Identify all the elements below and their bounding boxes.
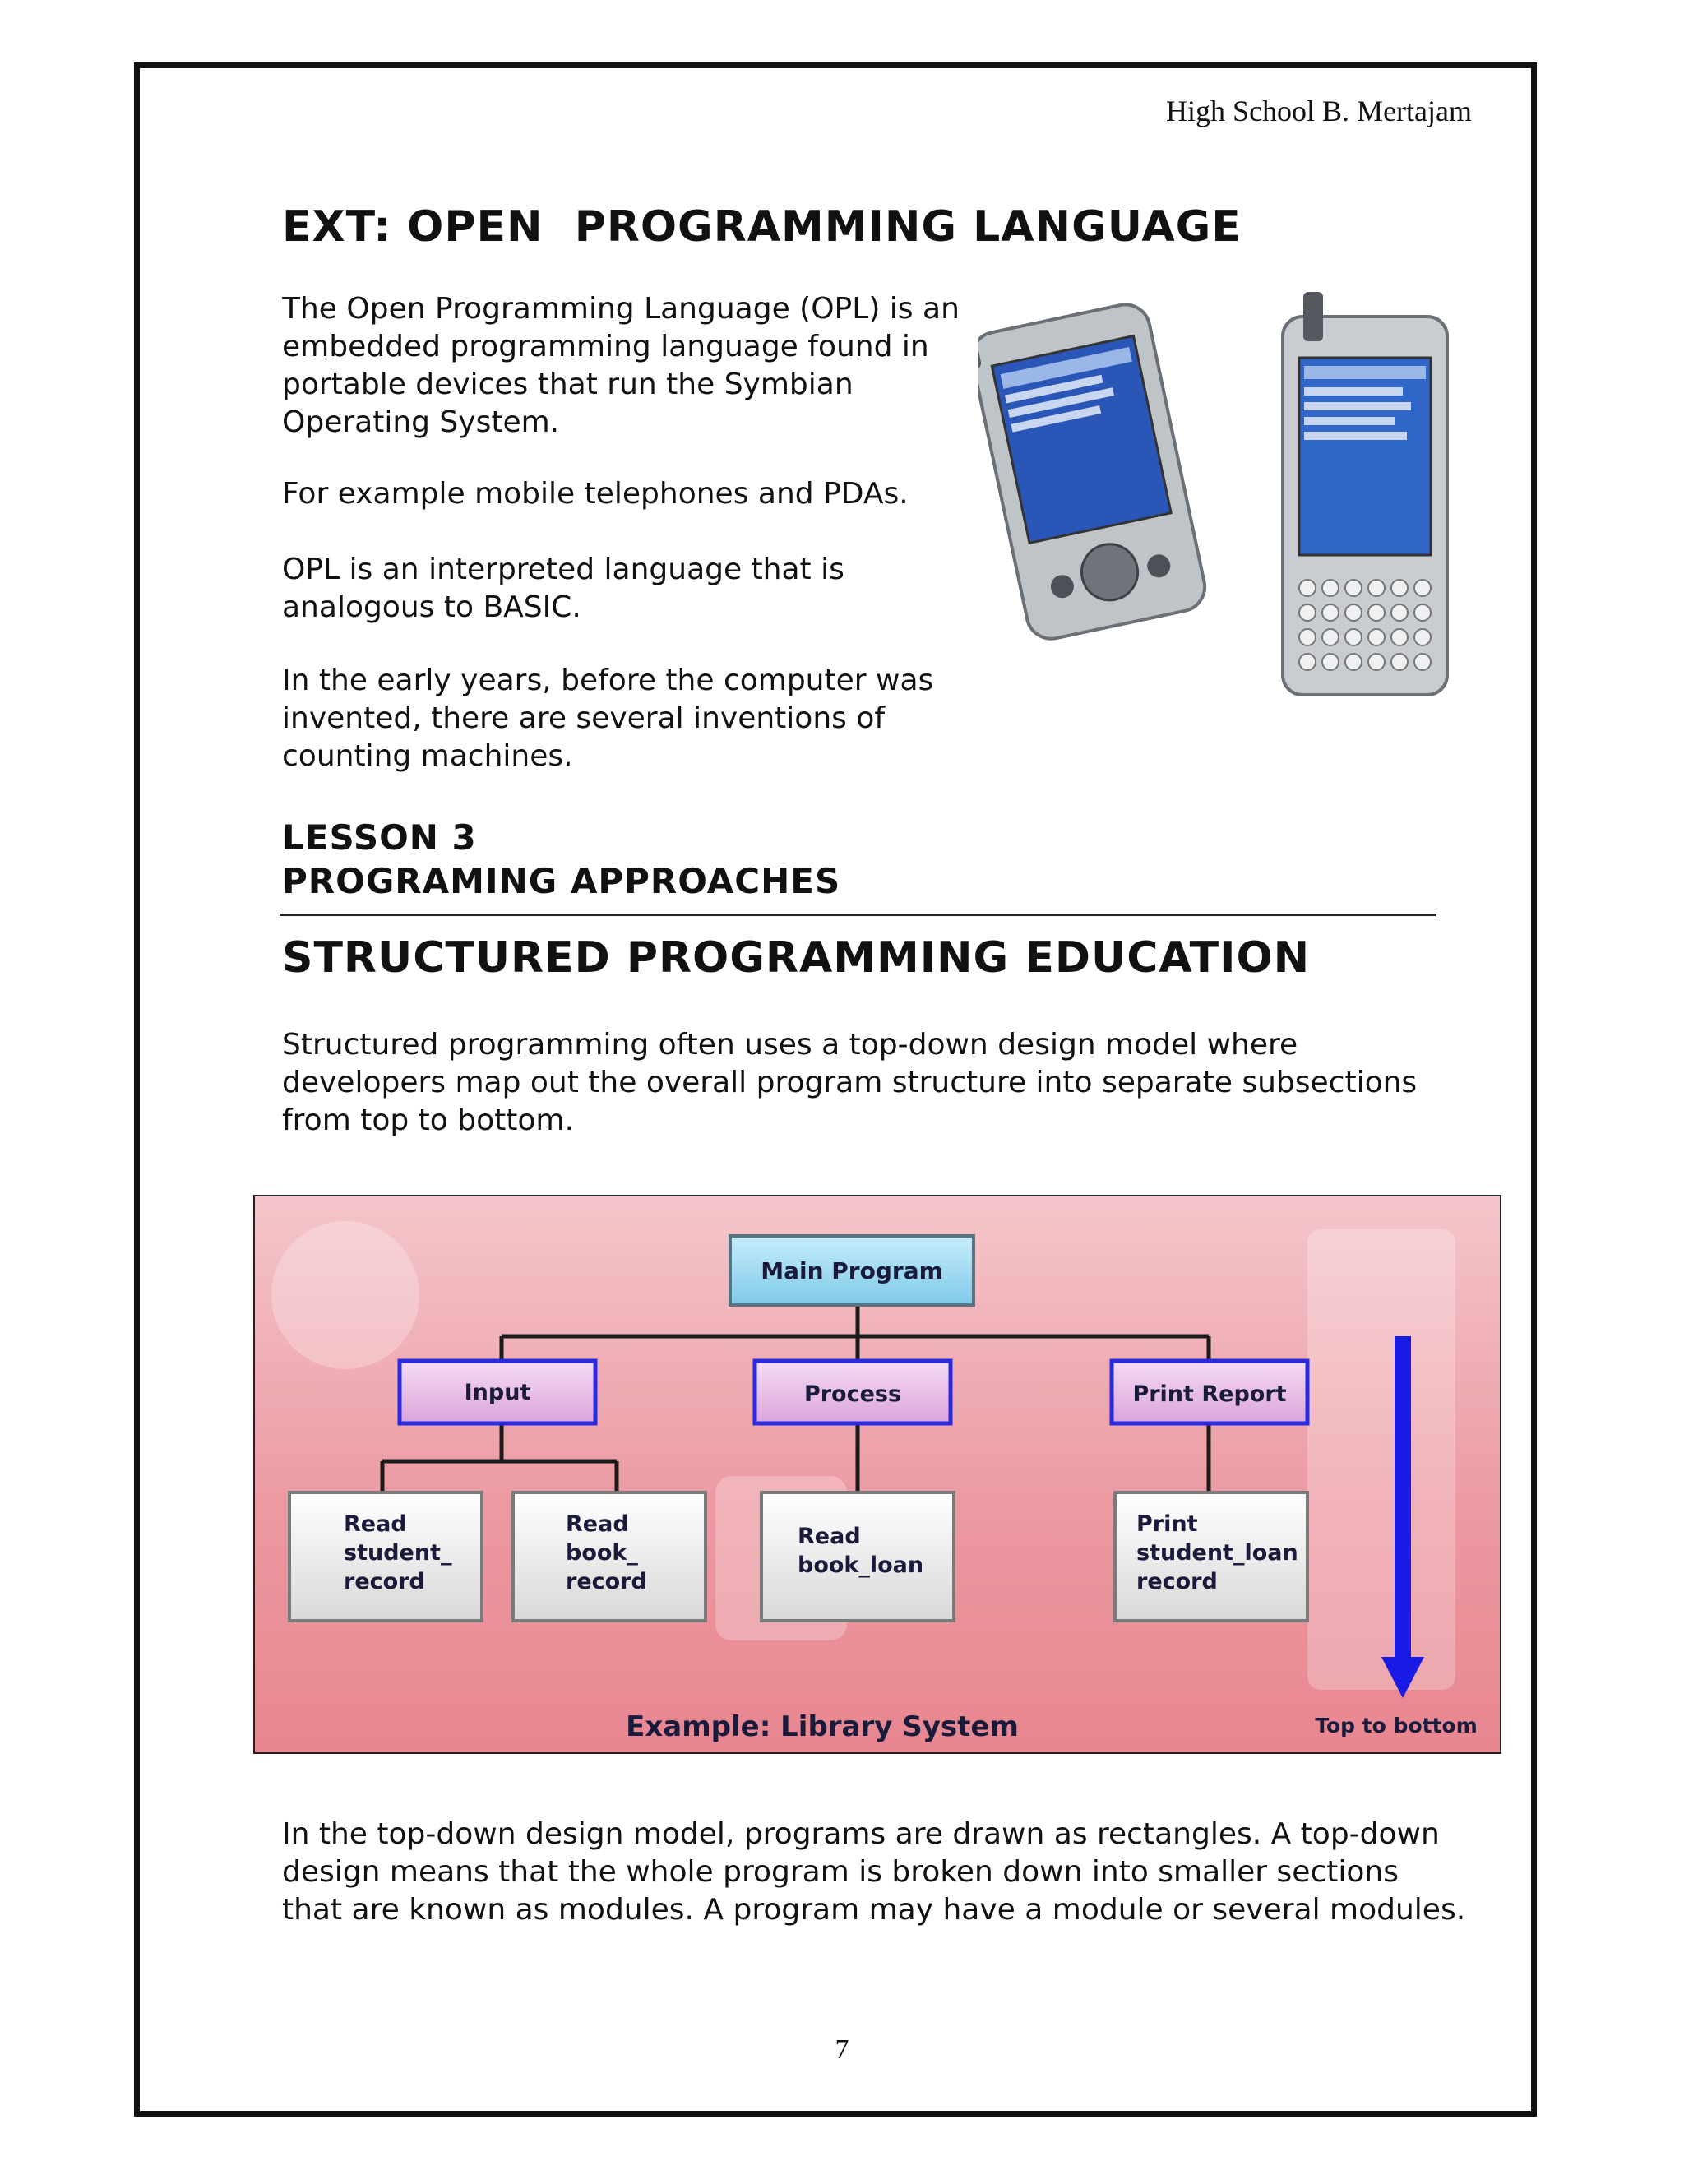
section-title-structured: STRUCTURED PROGRAMMING EDUCATION bbox=[282, 933, 1311, 983]
module-process-box bbox=[755, 1361, 951, 1423]
svg-text:Input: Input bbox=[464, 1380, 531, 1405]
leaf-read-book-record bbox=[513, 1492, 706, 1621]
page-number: 7 bbox=[835, 2034, 849, 2065]
top-down-diagram bbox=[253, 1195, 1501, 1754]
paragraph-top-down-explanation: In the top-down design model, programs are drawn as rectangles. A top-down design means that the whole program is broken down into smaller sections that are known as modules. A program may have a module or several modules. bbox=[282, 1817, 1466, 1927]
divider bbox=[280, 914, 1436, 916]
paragraph-examples: For example mobile telephones and PDAs. bbox=[282, 477, 909, 511]
paragraph-history: In the early years, before the computer was invented, there are several inventions of counting machines. bbox=[282, 664, 934, 773]
diagram-caption: Example: Library System bbox=[626, 1710, 1019, 1743]
main-program-box bbox=[730, 1236, 974, 1305]
pda-right bbox=[1283, 292, 1447, 695]
svg-text:Main Program: Main Program bbox=[761, 1257, 943, 1284]
paragraph-interpreted: OPL is an interpreted language that is analogous to BASIC. bbox=[282, 553, 844, 624]
leaf-read-student-record bbox=[289, 1492, 482, 1621]
svg-text:Read student_: Read student_ record bbox=[344, 1511, 452, 1594]
svg-text:Read book_ rec: Read book_ record bbox=[566, 1511, 647, 1594]
paragraph-structured-intro: Structured programming often uses a top-down design model where developers map out the overall program structure into separate subsections from top to bottom. bbox=[282, 1028, 1418, 1137]
module-input-box bbox=[400, 1361, 595, 1423]
section-title-opl: EXT: OPEN PROGRAMMING LANGUAGE bbox=[282, 202, 1242, 252]
pda-devices-image bbox=[978, 284, 1464, 711]
svg-text:Process: Process bbox=[803, 1381, 902, 1407]
lesson-title: PROGRAMING APPROACHES bbox=[282, 861, 841, 901]
module-print-report-box bbox=[1112, 1361, 1307, 1423]
lesson-heading bbox=[282, 816, 840, 903]
lesson-number: LESSON 3 bbox=[282, 817, 477, 858]
pda-left bbox=[978, 284, 1210, 646]
leaf-print-student-loan-record bbox=[1115, 1492, 1307, 1621]
leaf-read-book-loan bbox=[761, 1492, 954, 1621]
svg-text:Print student_loan: Print student_loan record bbox=[1136, 1511, 1298, 1594]
svg-text:Read book_loan: Read book_loan bbox=[798, 1524, 924, 1578]
school-header: High School B. Mertajam bbox=[1166, 95, 1472, 127]
svg-text:Print Report: Print Report bbox=[1132, 1381, 1287, 1407]
diagram-canvas bbox=[255, 1196, 1500, 1752]
paragraph-opl-definition: The Open Programming Language (OPL) is an embedded programming language found in portable devices that run the Symbian Operating System. bbox=[282, 292, 960, 439]
arrow-label: Top to bottom bbox=[1315, 1714, 1478, 1737]
